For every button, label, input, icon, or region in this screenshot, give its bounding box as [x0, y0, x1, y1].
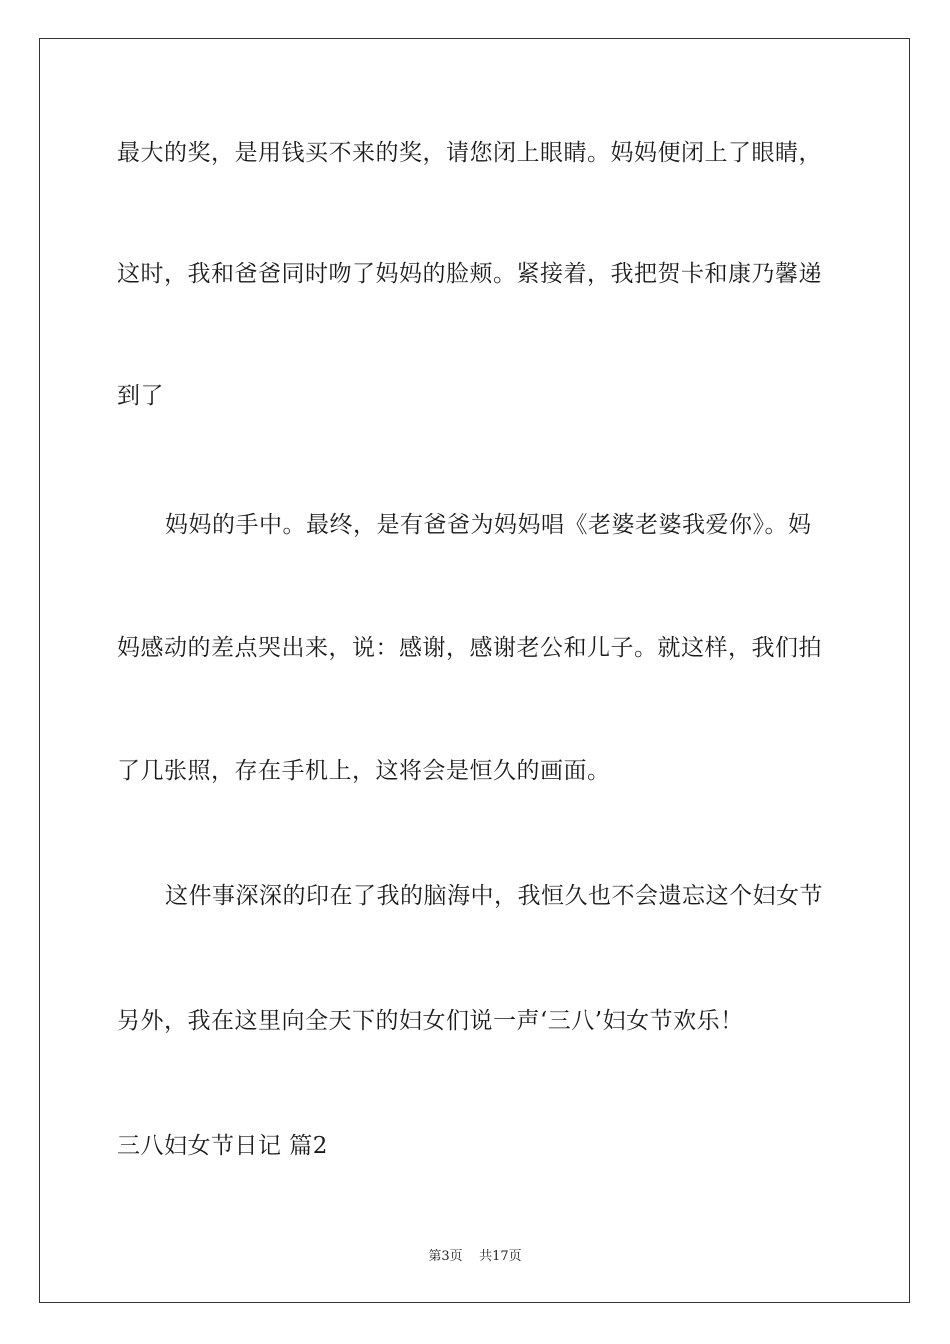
section-heading: 三八妇女节日记 篇2 [117, 1133, 328, 1159]
page-total: 共17页 [479, 1249, 522, 1264]
paragraph-line-1: 最大的奖，是用钱买不来的奖，请您闭上眼睛。妈妈便闭上了眼睛， [117, 140, 822, 166]
paragraph-line-6: 了几张照，存在手机上，这将会是恒久的画面。 [117, 758, 611, 784]
page-number: 第3页 [428, 1249, 463, 1264]
paragraph-line-2: 这时，我和爸爸同时吻了妈妈的脸颊。紧接着，我把贺卡和康乃馨递 [117, 261, 822, 287]
paragraph-line-4: 妈妈的手中。最终，是有爸爸为妈妈唱《老婆老婆我爱你》。妈 [165, 512, 812, 538]
paragraph-line-8: 另外，我在这里向全天下的妇女们说一声‘三八’妇女节欢乐！ [117, 1008, 744, 1034]
page-border [39, 38, 910, 1303]
paragraph-line-7: 这件事深深的印在了我的脑海中，我恒久也不会遗忘这个妇女节 [165, 883, 823, 909]
paragraph-line-3: 到了 [117, 383, 164, 409]
page-footer [0, 1248, 950, 1266]
paragraph-line-5: 妈感动的差点哭出来，说：感谢，感谢老公和儿子。就这样，我们拍 [117, 635, 822, 661]
